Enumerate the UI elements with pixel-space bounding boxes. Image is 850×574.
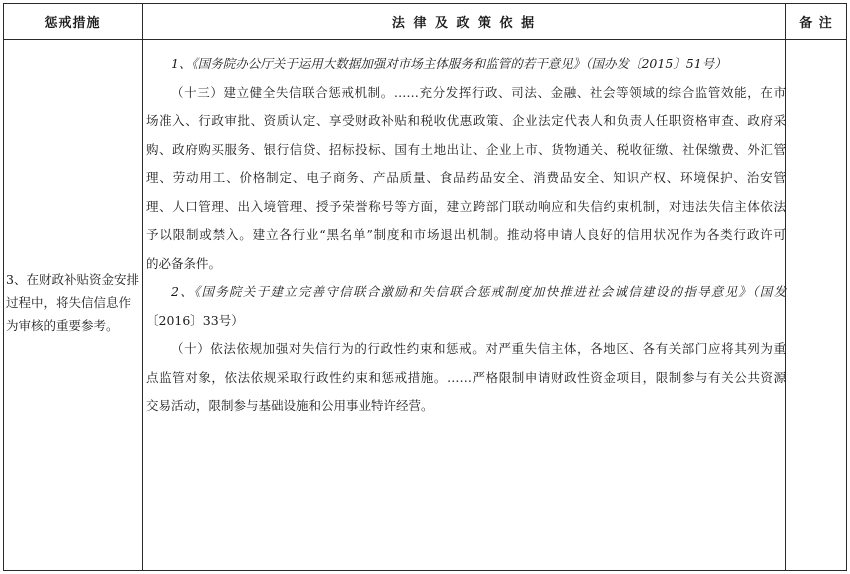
paragraph-line: 的必备条件。 [146,255,222,271]
document-title: 1、《国务院办公厅关于运用大数据加强对市场主体服务和监管的若干意见》（国办发〔2015〕51号） [171,56,727,71]
header-remark: 备 注 [799,15,833,31]
paragraph-line: 理、人口管理、出入境管理、授予荣誉称号等方面，建立跨部门联动响应和失信约束机制，对违法失信主体依法 [146,198,786,214]
paragraph-line: 场准入、行政审批、资质认定、享受财政补贴和税收优惠政策、企业法定代表人和负责人任职资格审查、政府采 [146,113,786,128]
paragraph-line: 购、政府购买服务、银行信贷、招标投标、国有土地出让、企业上市、货物通关、税收征缴、社保缴费、外汇管 [146,141,786,157]
paragraph-line: 理、劳动用工、价格制定、电子商务、产品质量、食品药品安全、消费品安全、知识产权、环境保护、治安管 [146,170,786,185]
table-border-left [3,3,4,571]
paragraph-line: 点监管对象，依法依规采取行政性约束和惩戒措施。……严格限制申请财政性资金项目，限制参与有关公共资源 [146,369,786,385]
header-legal-basis: 法 律 及 政 策 依 据 [391,15,537,31]
measure-cell [6,268,140,337]
document-number: 〔2016〕33号） [146,312,244,328]
legal-basis-cell [146,50,786,421]
document-title: 2、《国务院关于建立完善守信联合激励和失信联合惩戒制度加快推进社会诚信建设的指导意见》（国发 [171,284,786,299]
header-measure: 惩戒措施 [44,15,101,31]
measure-line: 为审核的重要参考。 [6,318,119,333]
paragraph-line: 予以限制或禁入。建立各行业“黑名单”制度和市场退出机制。推动将申请人良好的信用状况作为各类行政许可 [146,227,786,242]
table-border-bottom [3,570,847,571]
paragraph-line: （十三）建立健全失信联合惩戒机制。……充分发挥行政、司法、金融、社会等领域的综合监管效能，在市 [171,84,786,100]
paragraph-line: （十）依法依规加强对失信行为的行政性约束和惩戒。对严重失信主体，各地区、各有关部门应将其列为重 [171,341,786,356]
measure-line: 过程中，将失信信息作 [6,295,132,310]
column-divider [142,3,143,571]
header-divider [3,39,847,40]
measure-line: 3、在财政补贴资金安排 [6,272,139,287]
table-border-right [846,3,847,571]
paragraph-line: 交易活动，限制参与基础设施和公用事业特许经营。 [146,398,434,413]
remark-cell [786,40,846,570]
